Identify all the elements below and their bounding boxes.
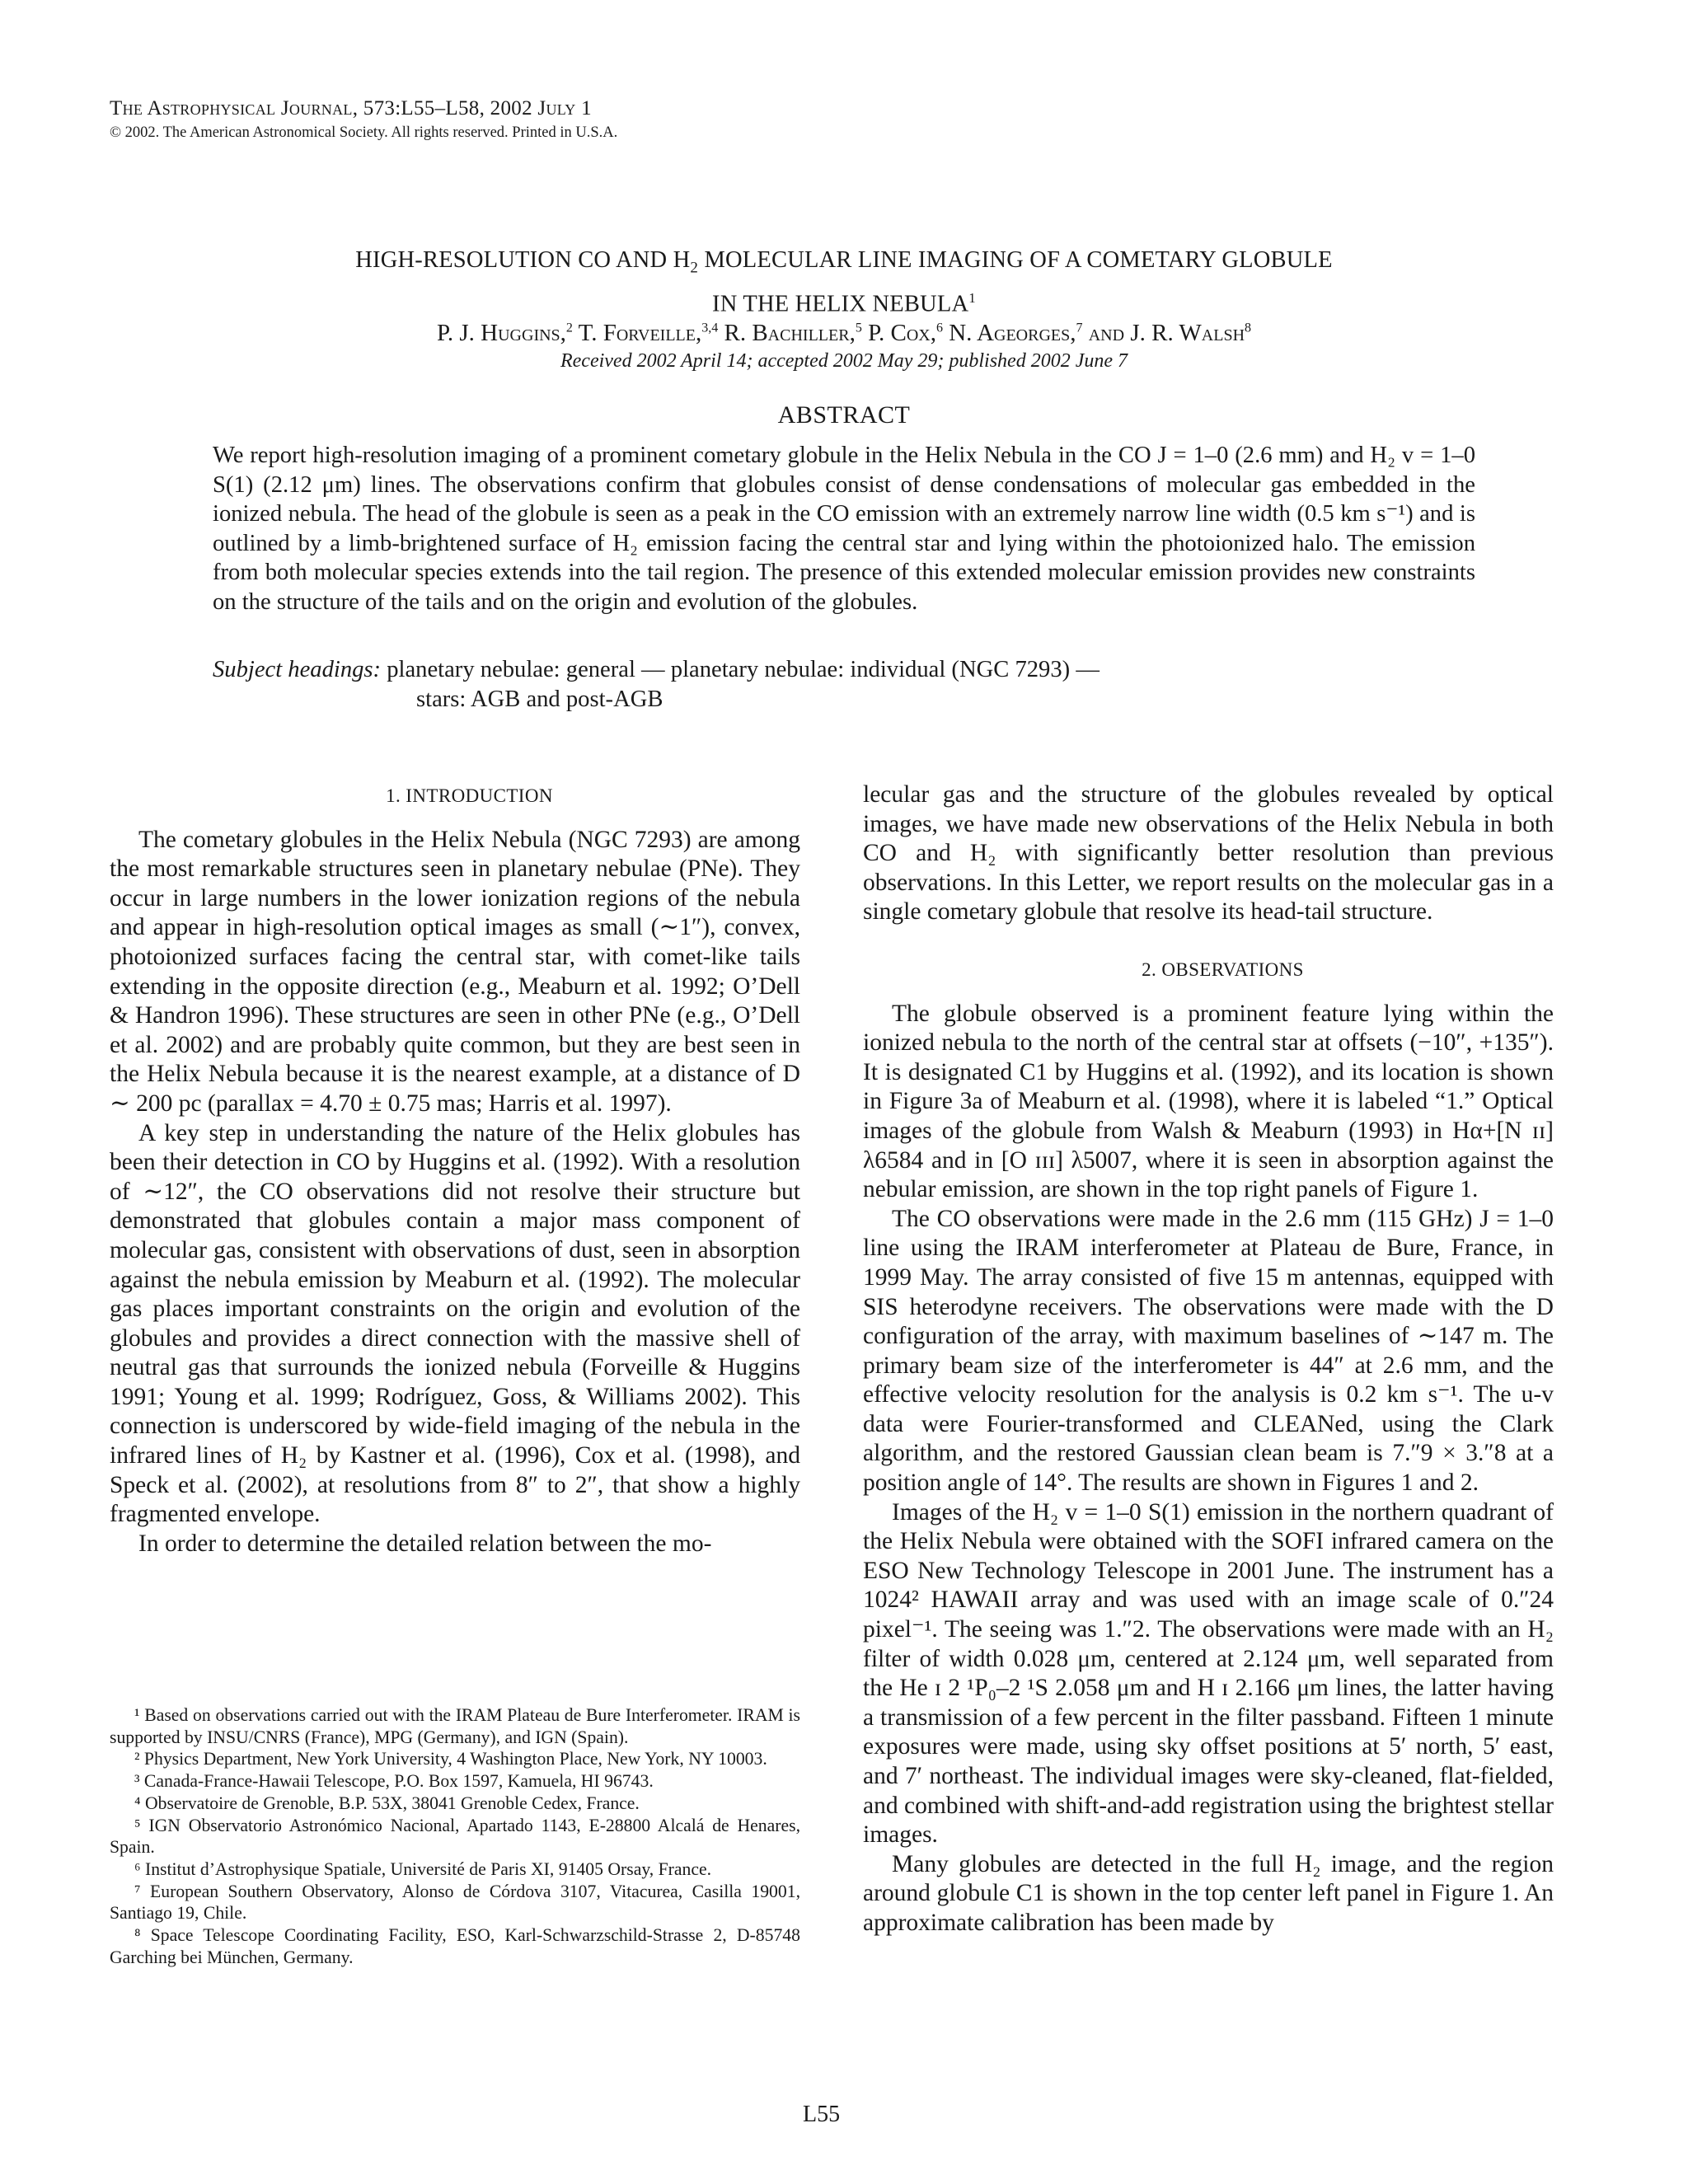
left-column xyxy=(110,781,800,1558)
author-4: P. Cox, xyxy=(861,320,936,346)
observations-paragraph-4: Many globules are detected in the full H₂ image, and the region around globule C1 is shown in the top center left panel in Figure 1. An approximate calibration has been made by xyxy=(863,1850,1554,1936)
author-list xyxy=(165,320,1523,347)
subject-headings-label: Subject headings: xyxy=(213,657,382,682)
title-footnote-mark: 1 xyxy=(968,289,976,306)
title-subscript: 2 xyxy=(690,259,699,277)
author-1: P. J. Huggins, xyxy=(436,320,566,346)
subject-headings xyxy=(213,655,1475,714)
author-5: N. Ageorges, xyxy=(942,320,1076,346)
author-1-affil: 2 xyxy=(565,321,573,335)
footnote-2: ² Physics Department, New York University, 4 Washington Place, New York, NY 10003. xyxy=(134,1749,767,1769)
page-number: L55 xyxy=(803,2102,841,2127)
right-column xyxy=(863,780,1554,1938)
author-6: and J. R. Walsh xyxy=(1082,320,1245,346)
copyright-line: © 2002. The American Astronomical Society. All rights reserved. Printed in U.S.A. xyxy=(110,124,618,141)
footnote-6: ⁶ Institut d’Astrophysique Spatiale, Université de Paris XI, 91405 Orsay, France. xyxy=(134,1858,712,1879)
footnote-5: ⁵ IGN Observatorio Astronómico Nacional, Apartado 1143, E-28800 Alcalá de Henares, Spain. xyxy=(110,1815,800,1858)
title-line2: IN THE HELIX NEBULA xyxy=(712,291,969,317)
author-2: T. Forveille, xyxy=(572,320,702,346)
observations-paragraph-1: The globule observed is a prominent feature lying within the ionized nebula to the north of the central star at offsets (−10″, +135″). It is designated C1 by Huggins et al. (1992), and its location is shown in Figure 3a of Meaburn et al. (1998), where it is labeled “1.” Optical images of the globule from Walsh & Meaburn (1993) in Hα+[N ɪɪ] λ6584 and in [O ɪɪɪ] λ5007, where it is seen in absorption against the nebular emission, are shown in the top right panels of Figure 1. xyxy=(863,1000,1554,1203)
title-line1-b: MOLECULAR LINE IMAGING OF A COMETARY GLOBULE xyxy=(698,247,1333,273)
abstract-text: We report high-resolution imaging of a prominent cometary globule in the Helix Nebula in the CO J = 1–0 (2.6 mm) and H₂ v = 1–0 S(1) (2.12 μm) lines. The observations confirm that globules consist of dense condensations of molecular gas embedded in the ionized nebula. The head of the globule is seen as a peak in the CO emission with an extremely narrow line width (0.5 km s⁻¹) and is outlined by a limb-brightened surface of H₂ emission facing the central star and lying within the photoionized halo. The emission from both molecular species extends into the tail region. The presence of this extended molecular emission provides new constraints on the structure of the tails and on the origin and evolution of the globules. xyxy=(213,443,1475,615)
intro-paragraph-3-start: In order to determine the detailed relation between the mo- xyxy=(138,1530,712,1557)
author-3-affil: 5 xyxy=(855,321,862,335)
title-line1-a: HIGH-RESOLUTION CO AND H xyxy=(355,247,691,273)
author-3: R. Bachiller, xyxy=(718,320,856,346)
footnote-8: ⁸ Space Telescope Coordinating Facility, ESO, Karl-Schwarzschild-Strasse 2, D-85748 Garching bei München, Germany. xyxy=(110,1925,800,1967)
footnote-7: ⁷ European Southern Observatory, Alonso de Córdova 3107, Vitacurea, Casilla 19001, Santiago 19, Chile. xyxy=(110,1881,800,1924)
author-5-affil: 7 xyxy=(1076,321,1083,335)
section-heading-introduction: 1. INTRODUCTION xyxy=(386,785,553,806)
subject-headings-line1: planetary nebulae: general — planetary nebulae: individual (NGC 7293) — xyxy=(381,657,1100,682)
intro-paragraph-3-continued: lecular gas and the structure of the globules revealed by optical images, we have made new observations of the Helix Nebula in both CO and H₂ with significantly better resolution than previous observations. In this Letter, we report results on the molecular gas in a single cometary globule that resolve its head-tail structure. xyxy=(863,781,1554,926)
author-6-affil: 8 xyxy=(1245,321,1252,335)
footnotes xyxy=(110,1704,800,1968)
author-2-affil: 3,4 xyxy=(701,321,719,335)
footnote-4: ⁴ Observatoire de Grenoble, B.P. 53X, 38041 Grenoble Cedex, France. xyxy=(134,1793,640,1813)
abstract-heading: ABSTRACT xyxy=(777,401,911,429)
footnote-1: ¹ Based on observations carried out with the IRAM Plateau de Bure Interferometer. IRAM is supported by INSU/CNRS (France), MPG (Germany), and IGN (Spain). xyxy=(110,1705,800,1747)
intro-paragraph-1: The cometary globules in the Helix Nebula (NGC 7293) are among the most remarkable structures seen in planetary nebulae (PNe). They occur in large numbers in the lower ionization regions of the nebula and appear in high-resolution optical images as small (∼1″), convex, photoionized surfaces facing the central star, with comet-like tails extending in the opposite direction (e.g., Meaburn et al. 1992; O’Dell & Handron 1996). These structures are seen in other PNe (e.g., O’Dell et al. 2002) and are probably quite common, but they are best seen in the Helix Nebula because it is the nearest example, at a distance of D ∼ 200 pc (parallax = 4.70 ± 0.75 mas; Harris et al. 1997). xyxy=(110,826,800,1117)
section-heading-observations: 2. OBSERVATIONS xyxy=(1142,958,1304,980)
footnote-3: ³ Canada-France-Hawaii Telescope, P.O. Box 1597, Kamuela, HI 96743. xyxy=(134,1771,654,1792)
author-4-affil: 6 xyxy=(935,321,943,335)
subject-headings-line2: stars: AGB and post-AGB xyxy=(416,686,663,712)
journal-header: The Astrophysical Journal, 573:L55–L58, 2002 July 1 xyxy=(110,97,592,120)
observations-paragraph-2: The CO observations were made in the 2.6 mm (115 GHz) J = 1–0 line using the IRAM interferometer at Plateau de Bure, France, in 1999 May. The array consisted of five 15 m antennas, equipped with SIS heterodyne receivers. The observations were made with the D configuration of the array, with maximum baselines of ∼147 m. The primary beam size of the interferometer is 44″ at 2.6 mm, and the effective velocity resolution for the analysis is 0.2 km s⁻¹. The u-v data were Fourier-transformed and CLEANed, using the Clark algorithm, and the restored Gaussian clean beam is 7.″9 × 3.″8 at a position angle of 14°. The results are shown in Figures 1 and 2. xyxy=(863,1205,1554,1497)
observations-paragraph-3: Images of the H₂ v = 1–0 S(1) emission in the northern quadrant of the Helix Nebula were obtained with the SOFI infrared camera on the ESO New Technology Telescope in 2001 June. The instrument has a 1024² HAWAII array and was used with an image scale of 0.″24 pixel⁻¹. The seeing was 1.″2. The observations were made with an H₂ filter of width 0.028 μm, centered at 2.124 μm, well separated from the He ɪ 2 ¹P₀–2 ¹S 2.058 μm and H ɪ 2.166 μm lines, the latter having a transmission of a few percent in the filter passband. Fifteen 1 minute exposures were made, using sky offset positions at 5′ north, 5′ east, and 7′ northeast. The individual images were sky-cleaned, flat-fielded, and combined with shift-and-add registration using the brightest stellar images. xyxy=(863,1498,1554,1849)
paper-title xyxy=(165,246,1523,319)
received-dates: Received 2002 April 14; accepted 2002 May 29; published 2002 June 7 xyxy=(560,350,1128,372)
intro-paragraph-2: A key step in understanding the nature of the Helix globules has been their detection in CO by Huggins et al. (1992). With a resolution of ∼12″, the CO observations did not resolve their structure but demonstrated that globules contain a major mass component of molecular gas, consistent with observations of dust, seen in absorption against the nebula emission by Meaburn et al. (1992). The molecular gas places important constraints on the origin and evolution of the globules and provides a direct connection with the massive shell of neutral gas that surrounds the ionized nebula (Forveille & Huggins 1991; Young et al. 1999; Rodríguez, Goss, & Williams 2002). This connection is underscored by wide-field imaging of the nebula in the infrared lines of H₂ by Kastner et al. (1996), Cox et al. (1998), and Speck et al. (2002), at resolutions from 8″ to 2″, that show a highly fragmented envelope. xyxy=(110,1119,800,1528)
